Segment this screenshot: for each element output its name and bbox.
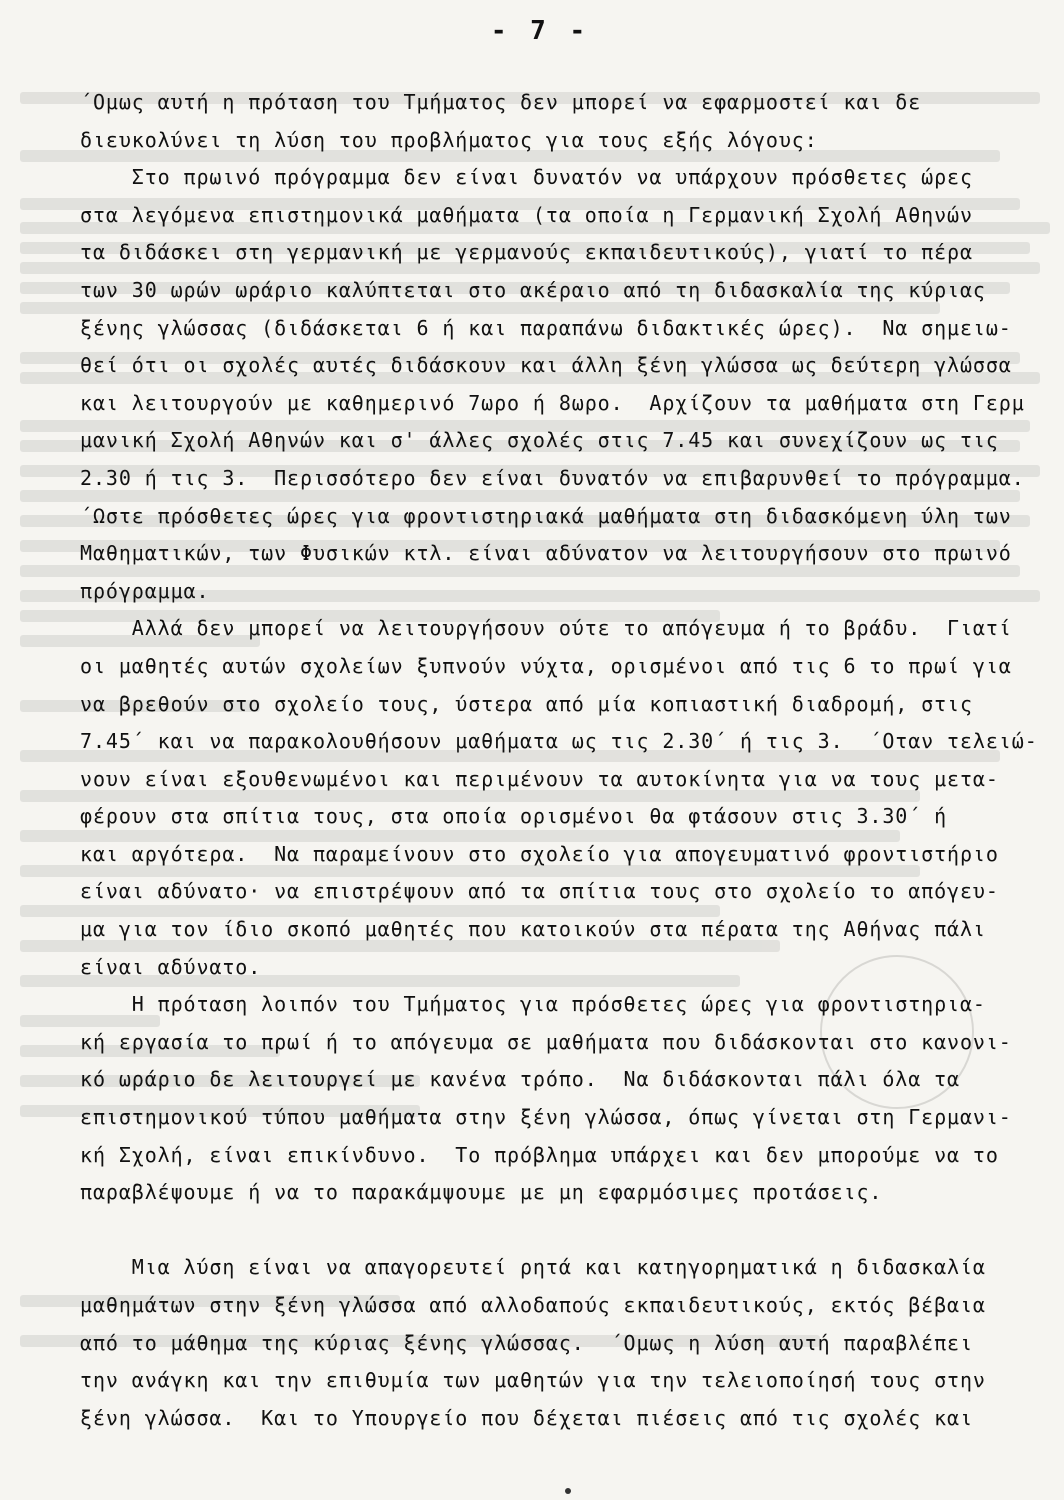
- text-line: στα λεγόμενα επιστημονικά μαθήματα (τα οποία η Γερμανική Σχολή Αθηνών: [80, 202, 973, 227]
- text-line: Αλλά δεν μπορεί να λειτουργήσουν ούτε το απόγευμα ή το βράδυ. Γιατί: [80, 616, 1012, 641]
- text-line: Η πρόταση λοιπόν του Τμήματος για πρόσθετες ώρες για φροντιστηρια-: [80, 992, 986, 1017]
- text-line: Μια λύση είναι να απαγορευτεί ρητά και κατηγορηματικά η διδασκαλία: [80, 1255, 986, 1280]
- text-line: φέρουν στα σπίτια τους, στα οποία ορισμένοι θα φτάσουν στις 3.30΄ ή: [80, 804, 948, 829]
- text-line: μαθημάτων στην ξένη γλώσσα από αλλοδαπούς εκπαιδευτικούς, εκτός βέβαια: [80, 1293, 986, 1317]
- text-line: ΄Ομως αυτή η πρόταση του Τμήματος δεν μπορεί να εφαρμοστεί και δε: [80, 90, 922, 114]
- blank-line: [80, 1212, 1040, 1250]
- text-line: είναι αδύνατο· να επιστρέψουν από τα σπίτια τους στο σχολείο το απόγευ-: [80, 879, 999, 904]
- text-line: επιστημονικού τύπου μαθήματα στην ξένη γλώσσα, όπως γίνεται στη Γερμανι-: [80, 1105, 1012, 1130]
- text-line: ξένης γλώσσας (διδάσκεται 6 ή και παραπάνω διδακτικές ώρες). Να σημειω-: [80, 315, 1012, 340]
- text-line: διευκολύνει τη λύση του προβλήματος για τους εξής λόγους:: [80, 127, 818, 152]
- text-line: των 30 ωρών ωράριο καλύπτεται στο ακέραιο από τη διδασκαλία της κύριας: [80, 277, 986, 302]
- text-line: κό ωράριο δε λειτουργεί με κανένα τρόπο. Να διδάσκονται πάλι όλα τα: [80, 1067, 960, 1092]
- text-line: Μαθηματικών, των Φυσικών κτλ. είναι αδύνατον να λειτουργήσουν στο πρωινό: [80, 541, 1012, 566]
- text-line: 7.45΄ και να παρακολουθήσουν μαθήματα ως τις 2.30΄ ή τις 3. ΄Οταν τελειώ-: [80, 729, 1038, 754]
- ink-dot: [565, 1488, 571, 1494]
- text-line: κή εργασία το πρωί ή το απόγευμα σε μαθήματα που διδάσκονται στο κανονι-: [80, 1029, 1012, 1054]
- text-line: τα διδάσκει στη γερμανική με γερμανούς εκπαιδευτικούς), γιατί το πέρα: [80, 240, 973, 265]
- text-line: είναι αδύνατο.: [80, 954, 262, 979]
- text-line: μανική Σχολή Αθηνών και σ' άλλες σχολές στις 7.45 και συνεχίζουν ως τις: [80, 428, 999, 453]
- text-line: να βρεθούν στο σχολείο τους, ύστερα από μία κοπιαστική διαδρομή, στις: [80, 691, 973, 716]
- text-line: θεί ότι οι σχολές αυτές διδάσκουν και άλλη ξένη γλώσσα ως δεύτερη γλώσσα: [80, 353, 1012, 378]
- text-line: 2.30 ή τις 3. Περισσότερο δεν είναι δυνατόν να επιβαρυνθεί το πρόγραμμα.: [80, 465, 1025, 490]
- page-number: - 7 -: [490, 16, 590, 46]
- text-line: κή Σχολή, είναι επικίνδυνο. Το πρόβλημα υπάρχει και δεν μπορούμε να το: [80, 1142, 999, 1167]
- text-line: από το μάθημα της κύριας ξένης γλώσσας. ΄Ομως η λύση αυτή παραβλέπει: [80, 1330, 973, 1355]
- text-line: ξένη γλώσσα. Και το Υπουργείο που δέχεται πιέσεις από τις σχολές και: [80, 1405, 973, 1430]
- text-line: πρόγραμμα.: [80, 578, 210, 603]
- text-line: μα για τον ίδιο σκοπό μαθητές που κατοικούν στα πέρατα της Αθήνας πάλι: [80, 917, 986, 942]
- body-text: [80, 84, 1040, 1437]
- text-line: και λειτουργούν με καθημερινό 7ωρο ή 8ωρο. Αρχίζουν τα μαθήματα στη Γερμ: [80, 390, 1025, 415]
- text-line: οι μαθητές αυτών σχολείων ξυπνούν νύχτα, ορισμένοι από τις 6 το πρωί για: [80, 653, 1012, 678]
- text-line: ΄Ωστε πρόσθετες ώρες για φροντιστηριακά μαθήματα στη διδασκόμενη ύλη των: [80, 503, 1012, 528]
- text-line: και αργότερα. Να παραμείνουν στο σχολείο για απογευματινό φροντιστήριο: [80, 841, 999, 866]
- text-line: Στο πρωινό πρόγραμμα δεν είναι δυνατόν να υπάρχουν πρόσθετες ώρες: [80, 165, 973, 190]
- text-line: νουν είναι εξουθενωμένοι και περιμένουν τα αυτοκίνητα για να τους μετα-: [80, 766, 999, 791]
- text-line: παραβλέψουμε ή να το παρακάμψουμε με μη εφαρμόσιμες προτάσεις.: [80, 1180, 883, 1205]
- text-line: την ανάγκη και την επιθυμία των μαθητών για την τελειοποίησή τους στην: [80, 1368, 986, 1393]
